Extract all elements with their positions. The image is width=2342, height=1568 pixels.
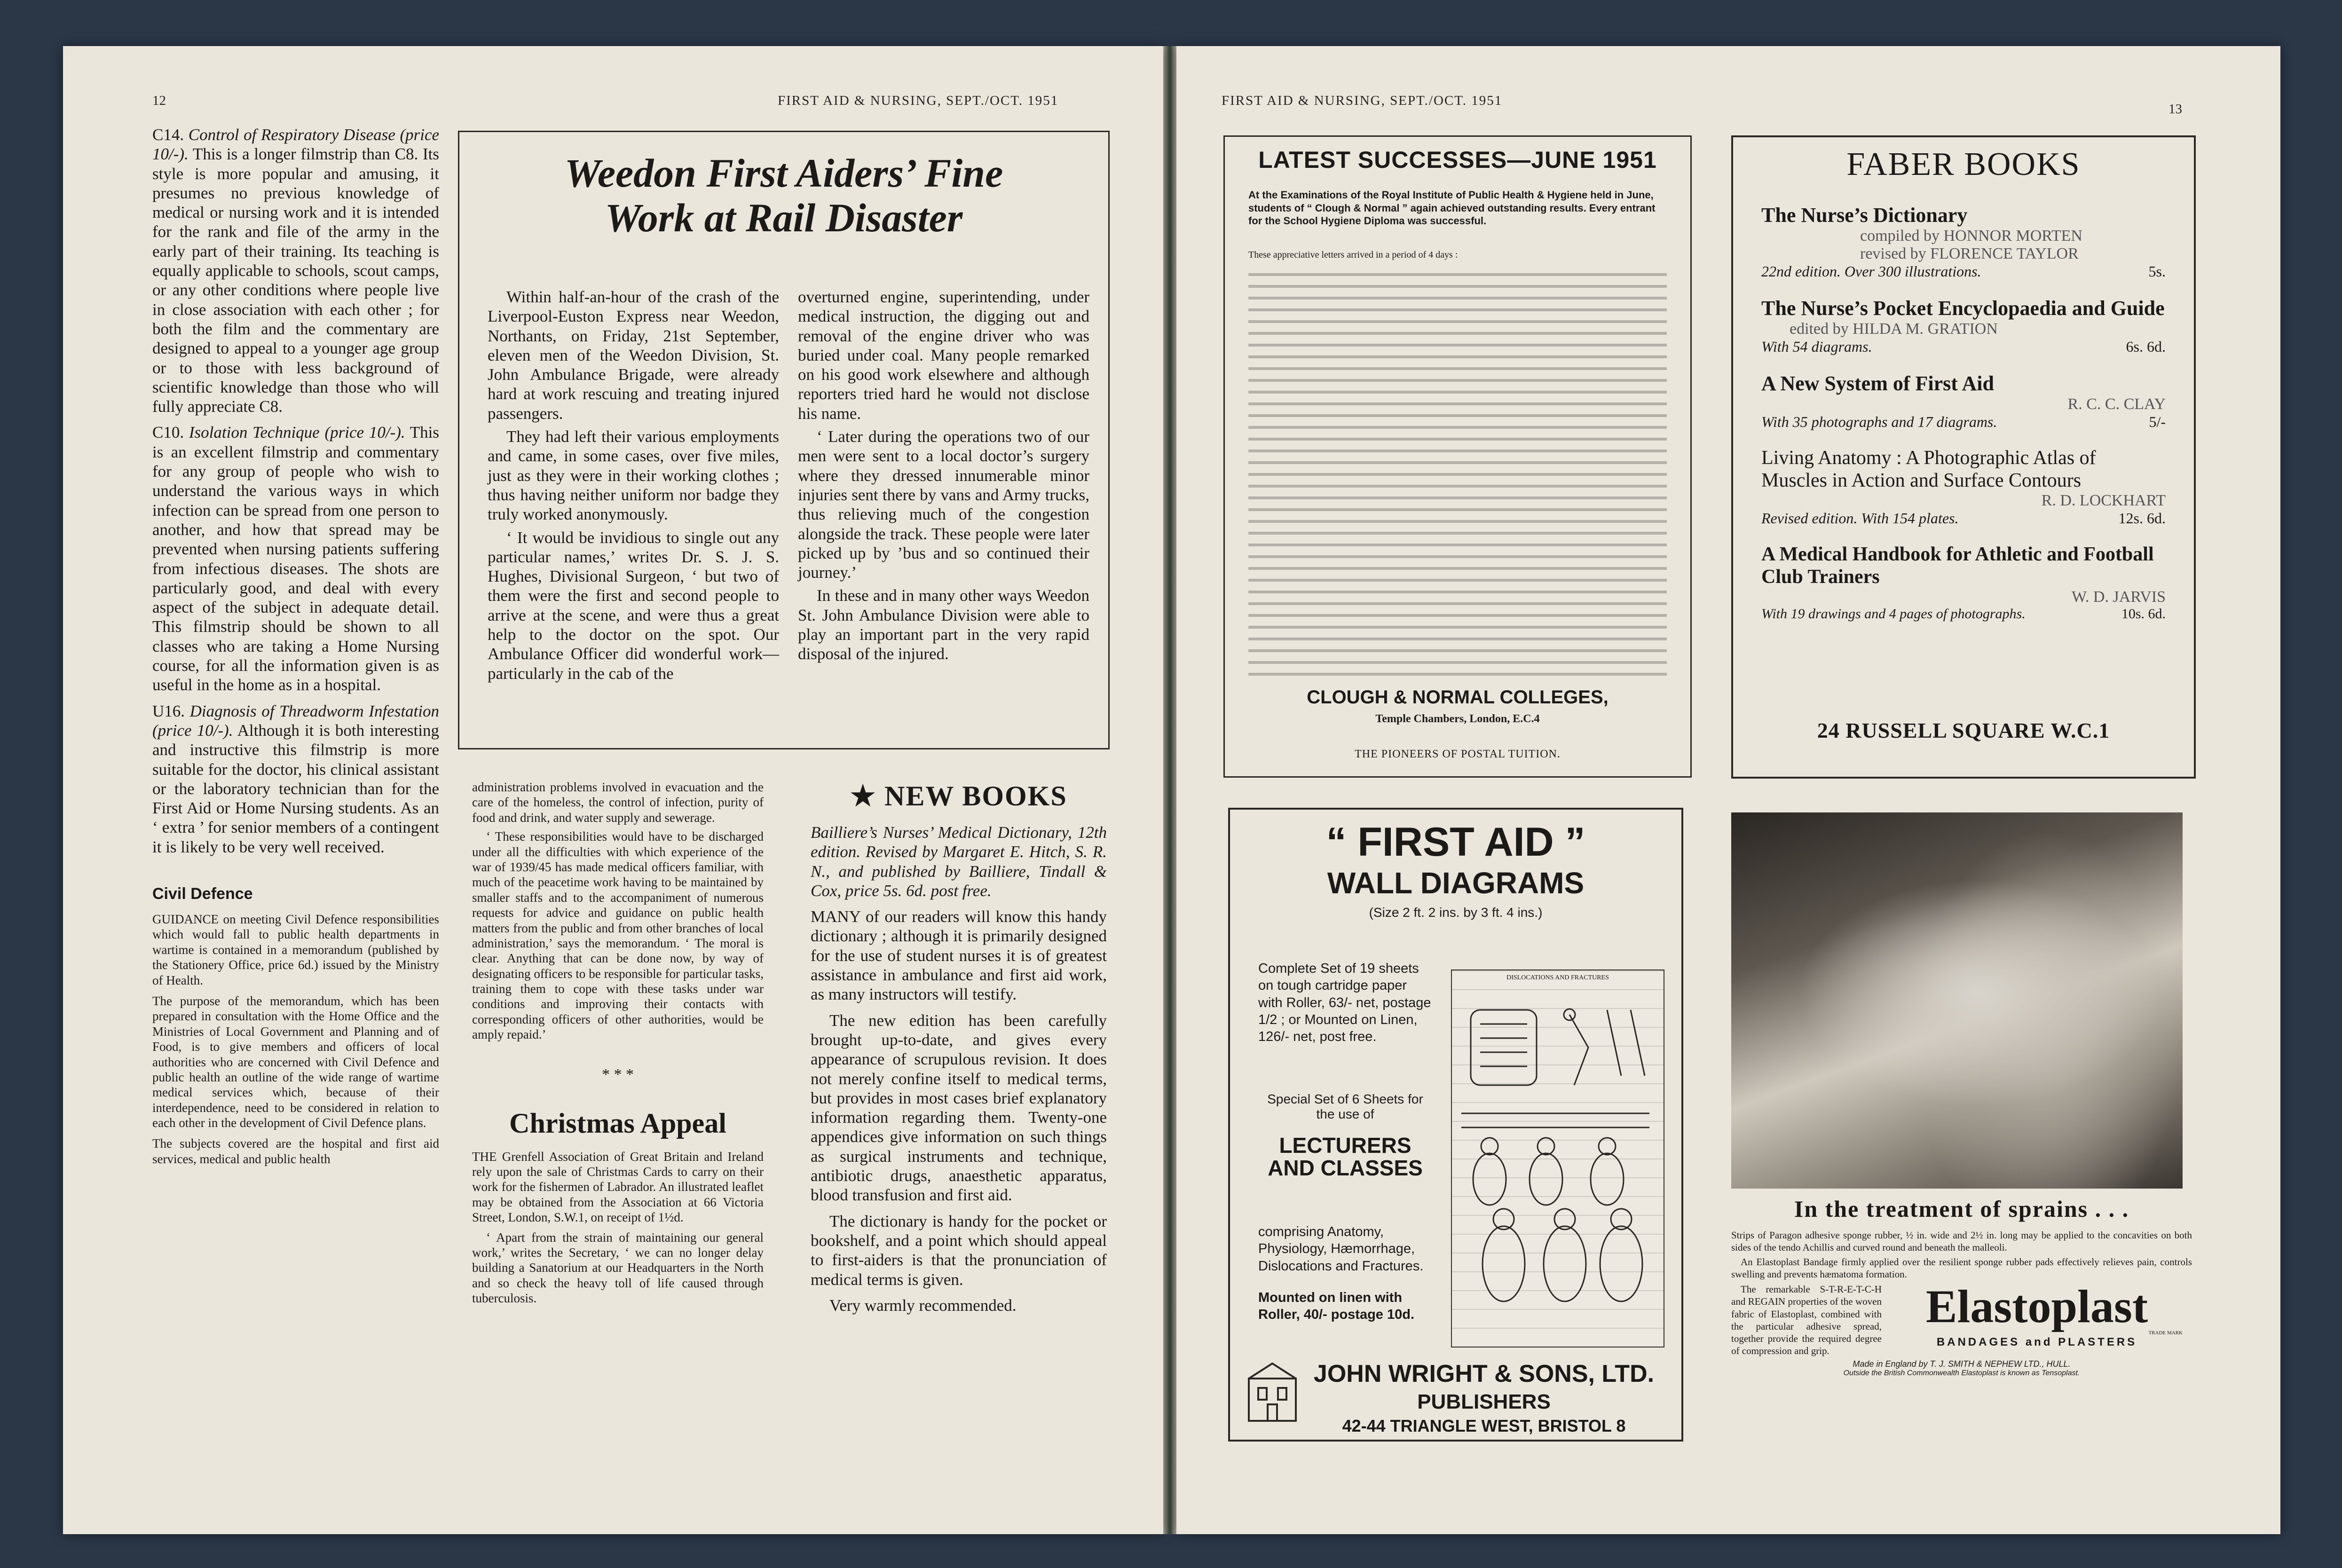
wright-publishers: PUBLISHERS [1417, 1390, 1551, 1413]
clough-ad-sub: These appreciative letters arrived in a period of 4 days : [1248, 250, 1458, 260]
elastoplast-headline: In the treatment of sprains . . . [1794, 1196, 2129, 1222]
elastoplast-maker: Made in England by T. J. SMITH & NEPHEW LTD., HULL. [1853, 1359, 2071, 1369]
new-books-p3: The dictionary is handy for the pocket or bookshelf, and a point which should appeal to first-aiders is that the pronunciation of medical terms is given. [811, 1212, 1107, 1289]
faber-book-item: The Nurse’s Pocket Encyclopaedia and Guide edited by HILDA M. GRATION With 54 diagrams. 6s. 6d. [1761, 297, 2166, 355]
faber-book-item: A New System of First Aid R. C. C. CLAY With 35 photographs and 17 diagrams. 5/- [1761, 372, 2166, 430]
faber-book-item: The Nurse’s Dictionary compiled by HONNOR MORTEN revised by FLORENCE TAYLOR 22nd edition. Over 300 illustrations. 5s. [1761, 204, 2166, 280]
new-books-p4: Very warmly recommended. [829, 1296, 1017, 1315]
wright-heading-wall-diagrams: WALL DIAGRAMS [1327, 866, 1585, 900]
weedon-article-box [458, 131, 1110, 749]
clough-ad-intro: At the Examinations of the Royal Institute of Public Health & Hygiene held in June, students of “ Clough & Normal ” again achieved outstanding results. Every entrant for the School Hygiene Diploma was successful. [1248, 189, 1656, 227]
new-books-column [811, 780, 1107, 1315]
elastoplast-logo [1882, 1280, 2192, 1357]
wright-mounted: Mounted on linen with Roller, 40/- postage 10d. [1258, 1290, 1414, 1323]
page-number-right: 13 [2169, 102, 2182, 117]
testimonial-letters [1248, 273, 1667, 678]
christmas-appeal-heading: Christmas Appeal [509, 1107, 726, 1139]
elastoplast-note: Outside the British Commonwealth Elastoplast is known as Tensoplast. [1843, 1369, 2080, 1377]
faber-heading: FABER BOOKS [1846, 146, 2081, 182]
weedon-col1: Within half-an-hour of the crash of the Liverpool-Euston Express near Weedon, Northants, on Friday, 21st September, eleven men of the Weedon Division, St. John Ambulance Brigade, were already hard at work rescuing and treating injured passengers. They had left their various employments and came, in some cases, over five miles, just as they were in their working clothes ; thus having neither uniform nor badge they truly worked anonymously. ‘ It would be invidious to single out any particular names,’ writes Dr. S. J. S. Hughes, Divisional Surgeon, ‘ but two of them were the first and second people to arrive at the scene, and were thus a great help to the doctor on the spot. Our Ambulance Officer did wonderful work—particularly in the cab of the [488, 288, 779, 683]
right-page [1176, 46, 2280, 1534]
filmstrip-c10: C10. Isolation Technique (price 10/-). This is an excellent filmstrip and commentary for any group of people who wish to understand the various ways in which infection can be spread from one person to another, and how that spread may be prevented when nursing patients suffering from infectious diseases. The shots are particularly good, and deal with every aspect of the subject in adequate detail. This filmstrip should be shown to all classes who are taking a Home Nursing course, for all the information given is as useful in the home as in a hospital. [152, 423, 440, 694]
bandaged-ankle-photo [1731, 812, 2183, 1189]
running-head-left: FIRST AID & NURSING, SEPT./OCT. 1951 [778, 93, 1059, 108]
elastoplast-ad [1731, 812, 2192, 1447]
clough-college-name: CLOUGH & NORMAL COLLEGES, [1307, 687, 1609, 708]
weedon-col2: overturned engine, superintending, under medical instruction, the digging out and removal of the engine driver who was buried under coal. Many people remarked on his good work elsewhere and although reporters tried hard he would not disclose his name. ‘ Later during the operations two of our men were sent to a local doctor’s surgery where they dressed innumerable minor injuries sent there by vans and Army trucks, thus relieving much of the congestion alongside the track. These people were later picked up by ’bus and so continued their journey.’ In these and in many other ways Weedon St. John Ambulance Division were able to play an important part in the very rapid disposal of the injured. [798, 288, 1089, 663]
weedon-headline: Weedon First Aiders’ Fine Work at Rail Disaster [564, 150, 1003, 240]
faber-book-item: Living Anatomy : A Photographic Atlas of Muscles in Action and Surface Contours R. D. LOCKHART Revised edition. With 154 plates. 12s. 6d. [1761, 447, 2166, 527]
christmas-appeal-p2: ‘ Apart from the strain of maintaining our general work,’ writes the Secretary, ‘ we can no longer delay building a Sanatorium at our Headquarters in the North and so check the heavy toll of life caused through tuberculosis. [472, 1230, 764, 1306]
page-number-left: 12 [152, 93, 166, 108]
faber-book-list [1761, 203, 2166, 622]
wright-wall-diagrams-ad [1228, 808, 1683, 1442]
wright-special-set: Special Set of 6 Sheets for the use of [1267, 1092, 1423, 1121]
wright-size: (Size 2 ft. 2 ins. by 3 ft. 4 ins.) [1369, 905, 1543, 920]
skeleton-illustration [1452, 982, 1664, 1344]
memorandum-column [472, 780, 764, 1306]
wright-complete-set: Complete Set of 19 sheets on tough cartridge paper with Roller, 63/- net, postage 1/2 ; or Mounted on Linen, 126/- net, post free. [1258, 961, 1431, 1044]
civil-defence-heading: Civil Defence [152, 884, 253, 903]
wright-heading-first-aid: “ FIRST AID ” [1326, 819, 1585, 865]
fracture-diagram-sample: DISLOCATIONS AND FRACTURES [1451, 969, 1664, 1347]
new-books-p2: The new edition has been carefully brought up-to-date, and gives every appearance of scrupulous revision. It does not merely confine itself to medical terms, but provides in most cases brief explanatory information regarding them. Twenty-one appendices give information on such things as surgical instruments and technique, antibiotic drugs, anaesthetic apparatus, blood transfusion and first aid. [811, 1011, 1107, 1205]
christmas-appeal-p1: THE Grenfell Association of Great Britain and Ireland rely upon the sale of Christmas Cards to carry on their work for the fishermen of Labrador. An illustrated leaflet may be obtained from the Association at 66 Victoria Street, London, S.W.1, on receipt of 1½d. [472, 1149, 764, 1225]
filmstrip-u16: U16. Diagnosis of Threadworm Infestation (price 10/-). Although it is both interesting and instructive this filmstrip is more suitable for the doctor, his clinical assistant or the laboratory technician than for the First Aid or Home Nursing students. As an ‘ extra ’ for senior members of a contingent it is likely to be very well received. [152, 701, 439, 856]
filmstrip-title: Control of Respiratory Disease [188, 126, 395, 144]
book-citation: Bailliere’s Nurses’ Medical Dictionary, 12th edition. Revised by Margaret E. Hitch, S. R. N., and published by Bailliere, Tindall & Cox, price 5s. 6d. post free. [811, 823, 1107, 900]
clough-normal-ad [1223, 135, 1692, 778]
publisher-building-icon [1242, 1360, 1303, 1426]
faber-books-ad [1731, 135, 2196, 779]
wright-publisher: JOHN WRIGHT & SONS, LTD. [1313, 1360, 1655, 1387]
elastoplast-p2: An Elastoplast Bandage firmly applied over the resilient sponge rubber pads effectively relieves pain, controls swelling and prevents hæmatoma formation. [1731, 1256, 2192, 1280]
civil-defence-p3: The subjects covered are the hospital and first aid services, medical and public health [152, 1136, 439, 1166]
memorandum-p1: administration problems involved in evacuation and the care of the homeless, the control of infection, purity of food and drink, and water supply and sewerage. [472, 780, 764, 825]
elastoplast-tagline: BANDAGES and PLASTERS [1936, 1336, 2137, 1348]
wright-comprising: comprising Anatomy, Physiology, Hæmorrhage, Dislocations and Fractures. [1258, 1224, 1424, 1274]
elastoplast-p1: Strips of Paragon adhesive sponge rubber, ½ in. wide and 2½ in. long may be applied to the concavities on both sides of the tendo Achillis and curved round and beneath the malleoli. [1731, 1229, 2192, 1253]
elastoplast-p3: The remarkable S-T-R-E-T-C-H and REGAIN properties of the woven fabric of Elastoplast, combined with the particular adhesive spread, together provide the required degree of compression and grip. [1731, 1284, 1882, 1357]
filmstrip-title: Isolation Technique [189, 423, 320, 442]
civil-defence-p2: The purpose of the memorandum, which has been prepared in consultation with the Home Office and the Ministries of Local Government and Planning and of Food, is to give members and officers of local authorities who are concerned with Civil Defence and public health an outline of the wide range of wartime medical services which, because of their interdependence, need to be considered in relation to each other in the development of Civil Defence plans. [152, 993, 439, 1130]
wright-address: 42-44 TRIANGLE WEST, BRISTOL 8 [1342, 1416, 1626, 1435]
running-head-right: FIRST AID & NURSING, SEPT./OCT. 1951 [1222, 93, 1503, 108]
filmstrip-title: Diagnosis of Threadworm Infestation [189, 701, 439, 720]
elastoplast-brand: Elastoplast [1925, 1280, 2148, 1332]
clough-ad-heading: LATEST SUCCESSES—JUNE 1951 [1258, 147, 1657, 173]
memorandum-p2: ‘ These responsibilities would have to be discharged under all the difficulties with which experience of the war of 1939/45 has made medical officers familiar, with much of the peacetime work having to be maintained by smaller staffs and to the accompaniment of numerous requests for advice and guidance on public health matters from the public and from other branches of local administration,’ says the memorandum. ‘ The moral is clear. Anything that can be done now, by way of designating officers to be responsible for particular tasks, training them to cope with these tasks under war conditions and improving their contacts with corresponding officers of other authorities, would be amply repaid.’ [472, 829, 764, 1042]
clough-footer: THE PIONEERS OF POSTAL TUITION. [1355, 748, 1561, 760]
wright-lecturers: LECTURERS AND CLASSES [1268, 1133, 1423, 1181]
filmstrip-c14: C14. Control of Respiratory Disease (price 10/-). This is a longer filmstrip than C8. Its style is more popular and amusing, it presumes no previous knowledge of medical or nursing work and it is intended for the rank and file of the army in the early part of their training. Its teaching is equally applicable to schools, scout camps, or any other conditions where people live in close association with each other ; for both the film and the commentary are designed to appeal to a younger age group or to those with less background of scientific knowledge than those who will fully appreciate C8. [152, 126, 440, 416]
new-books-heading: ★ NEW BOOKS [850, 780, 1067, 812]
new-books-p1: MANY of our readers will know this handy dictionary ; although it is primarily designed for the use of student nurses it is of greatest assistance in ambulance and first aid work, as many instructors will testify. [811, 907, 1107, 1004]
book-gutter [1163, 46, 1176, 1534]
clough-address: Temple Chambers, London, E.C.4 [1375, 713, 1540, 725]
section-stars: * * * [602, 1065, 634, 1083]
filmstrip-column [152, 125, 439, 1166]
elastoplast-brand-row [1731, 1280, 2192, 1357]
left-page [63, 46, 1163, 1534]
civil-defence-p1: GUIDANCE on meeting Civil Defence responsibilities which would fall to public health departments in wartime is contained in a memorandum (published by the Stationery Office, price 6d.) issued by the Ministry of Health. [152, 912, 439, 987]
faber-book-item: A Medical Handbook for Athletic and Football Club Trainers W. D. JARVIS With 19 drawings and 4 pages of photographs. 10s. 6d. [1761, 544, 2166, 622]
faber-address: 24 RUSSELL SQUARE W.C.1 [1817, 718, 2110, 742]
trade-mark: TRADE MARK [2148, 1330, 2183, 1336]
